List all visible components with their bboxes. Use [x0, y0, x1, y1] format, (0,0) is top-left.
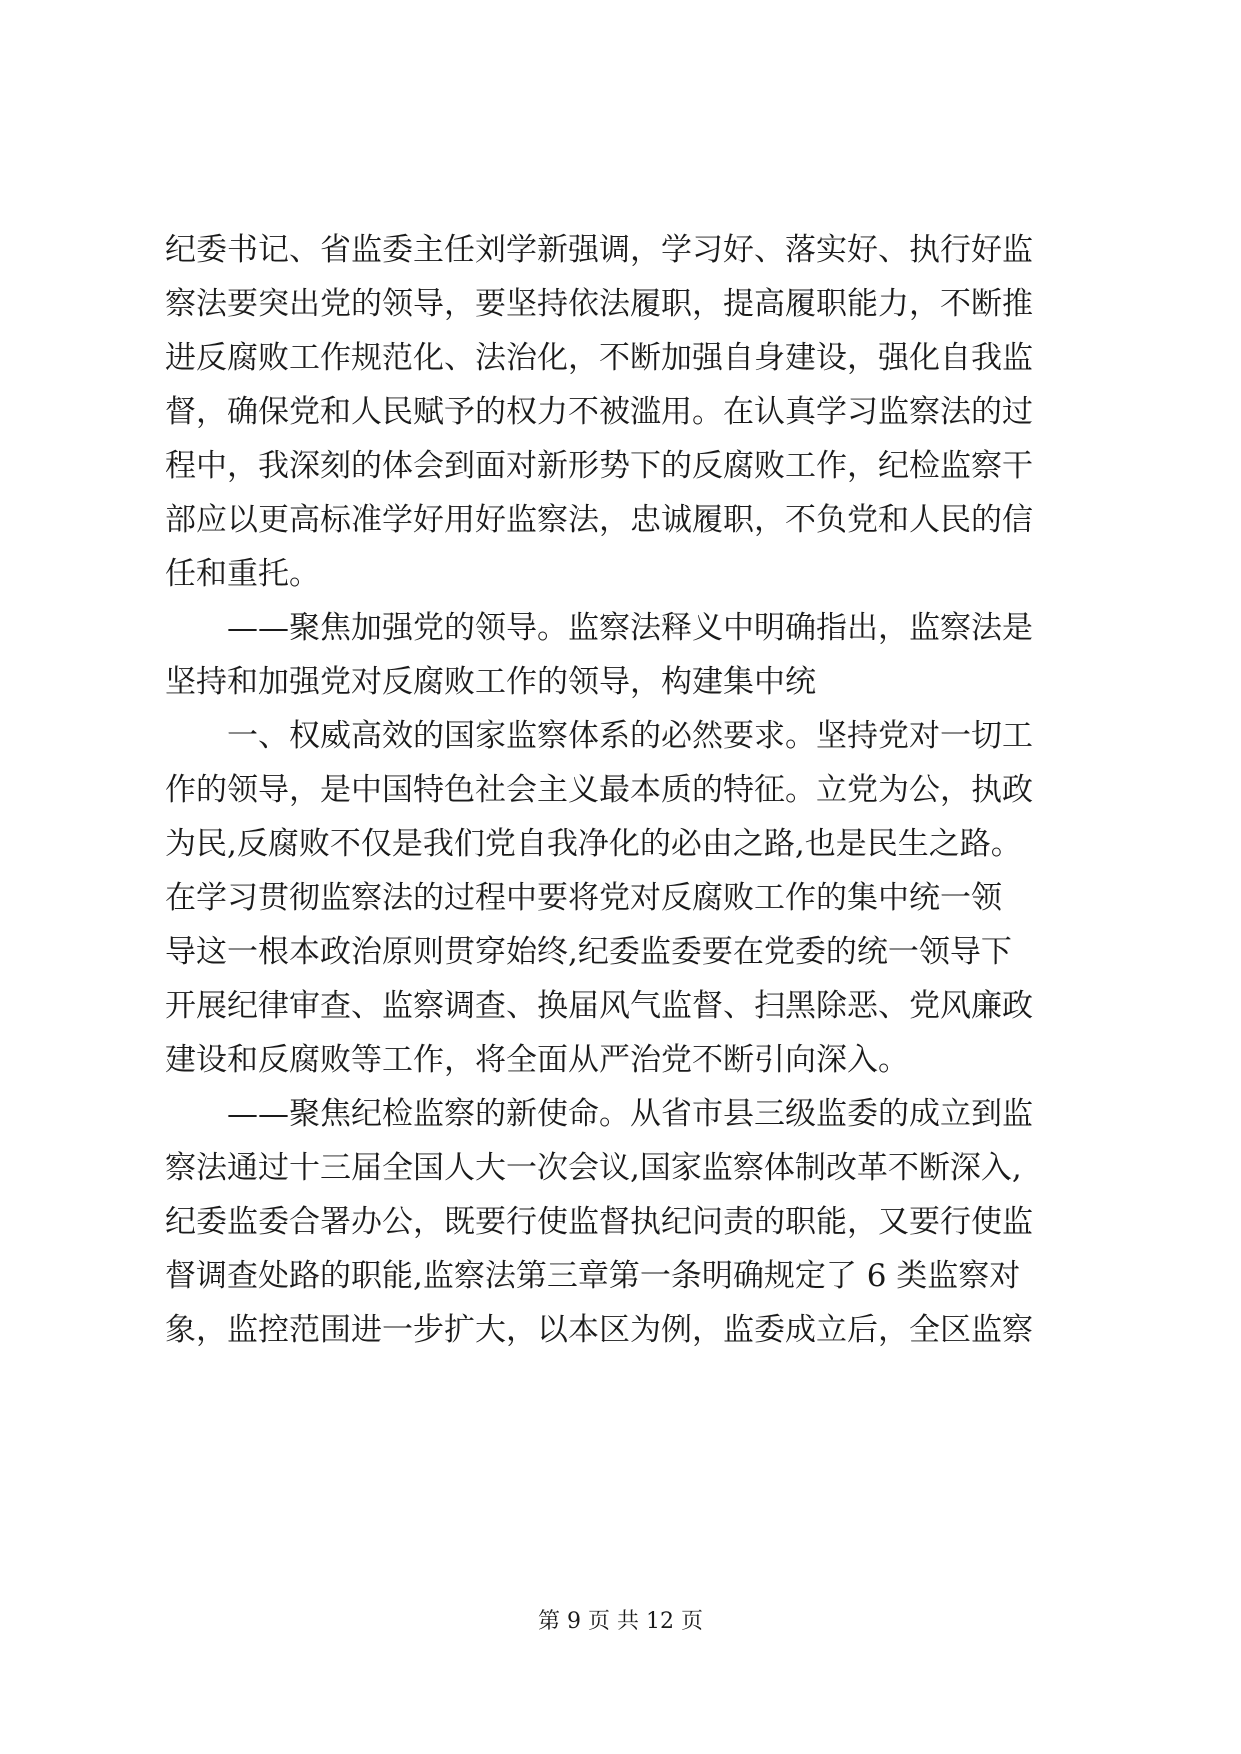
text-line: 坚持和加强党对反腐败工作的领导，构建集中统 — [165, 664, 816, 700]
paragraph-first-line: ——聚焦纪检监察的新使命。从省市县三级监委的成立到监 — [227, 1096, 1033, 1132]
text-line: 导这一根本政治原则贯穿始终,纪委监委要在党委的统一领导下 — [165, 934, 1012, 970]
text-line: 程中，我深刻的体会到面对新形势下的反腐败工作，纪检监察干 — [165, 448, 1033, 484]
paragraph-first-line: 一、权威高效的国家监察体系的必然要求。坚持党对一切工 — [227, 718, 1033, 754]
text-line: 建设和反腐败等工作，将全面从严治党不断引向深入。 — [165, 1042, 909, 1078]
text-line: 在学习贯彻监察法的过程中要将党对反腐败工作的集中统一领 — [165, 880, 1002, 916]
text-line: 督，确保党和人民赋予的权力不被滥用。在认真学习监察法的过 — [165, 394, 1033, 430]
text-line: 进反腐败工作规范化、法治化，不断加强自身建设，强化自我监 — [165, 340, 1033, 376]
text-line: 任和重托。 — [165, 556, 320, 592]
text-line: 开展纪律审查、监察调查、换届风气监督、扫黑除恶、党风廉政 — [165, 988, 1033, 1024]
text-line: 象，监控范围进一步扩大，以本区为例，监委成立后，全区监察 — [165, 1312, 1033, 1348]
paragraph-first-line: ——聚焦加强党的领导。监察法释义中明确指出，监察法是 — [227, 610, 1033, 646]
text-line: 为民,反腐败不仅是我们党自我净化的必由之路,也是民生之路。 — [165, 826, 1022, 862]
text-line: 纪委监委合署办公，既要行使监督执纪问责的职能，又要行使监 — [165, 1204, 1033, 1240]
text-line: 部应以更高标准学好用好监察法，忠诚履职，不负党和人民的信 — [165, 502, 1033, 538]
text-line: 察法通过十三届全国人大一次会议,国家监察体制改革不断深入, — [165, 1150, 1022, 1186]
page-number-footer: 第 9 页 共 12 页 — [538, 1609, 703, 1634]
text-line: 作的领导，是中国特色社会主义最本质的特征。立党为公，执政 — [165, 772, 1033, 808]
text-line: 察法要突出党的领导，要坚持依法履职，提高履职能力，不断推 — [165, 286, 1033, 322]
text-line: 督调查处路的职能,监察法第三章第一条明确规定了 6 类监察对 — [165, 1258, 1021, 1294]
text-line: 纪委书记、省监委主任刘学新强调，学习好、落实好、执行好监 — [165, 232, 1033, 268]
